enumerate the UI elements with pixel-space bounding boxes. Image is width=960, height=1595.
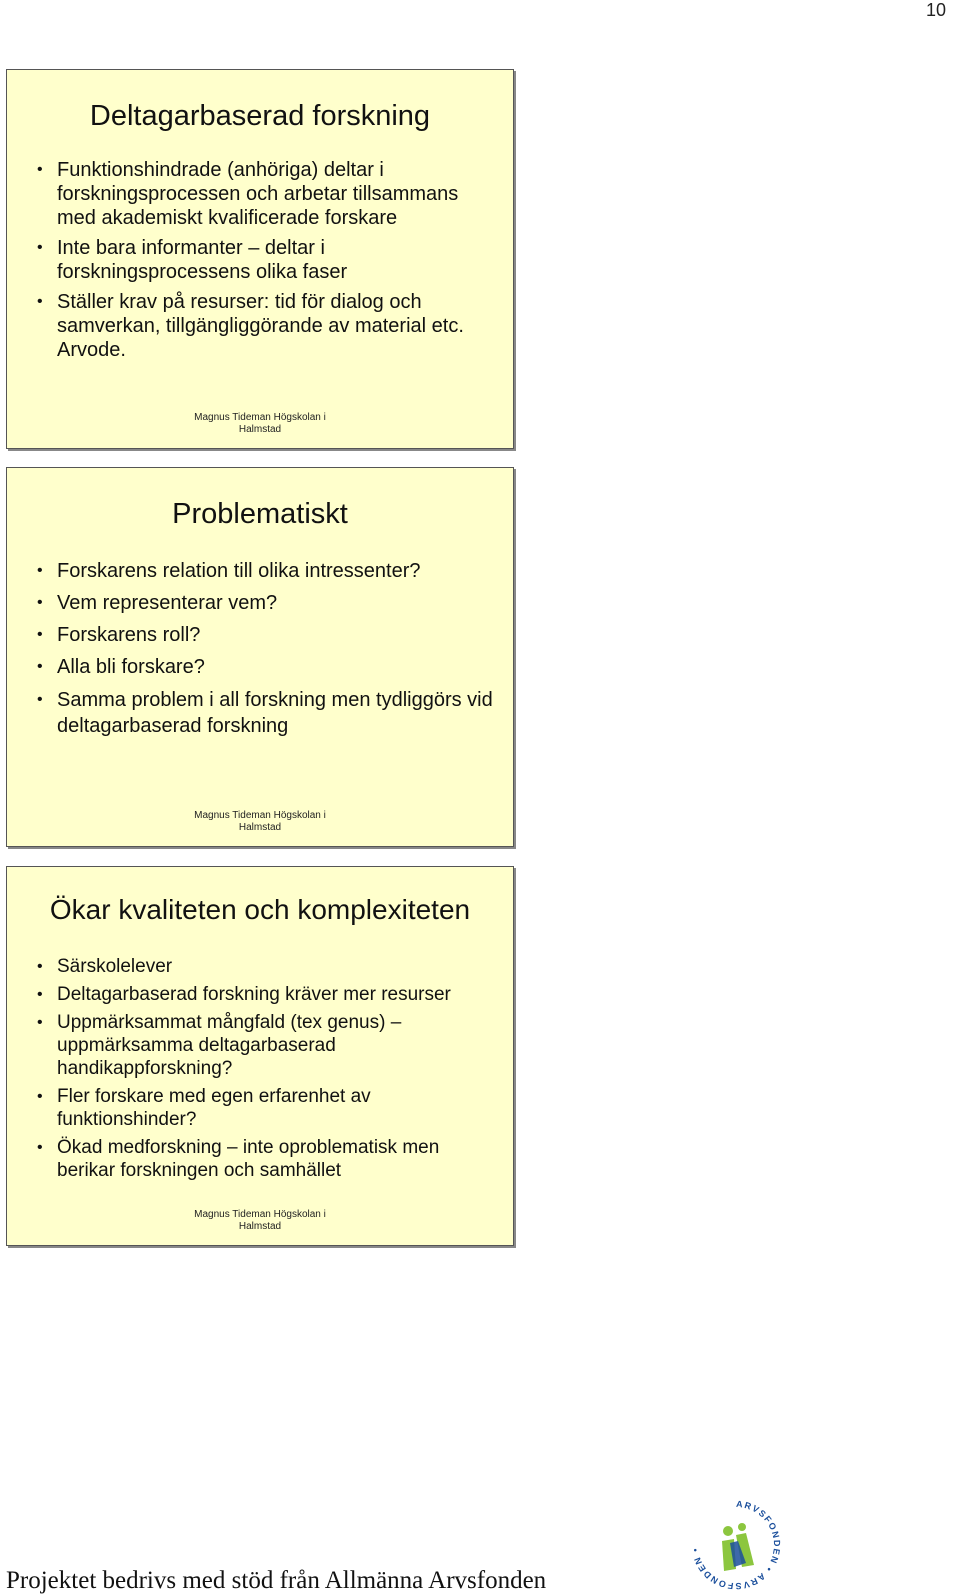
slide-footer <box>7 412 513 436</box>
list-item: • Inte bara informanter – deltar i forskningsprocessens olika faser <box>37 236 499 284</box>
list-item: • Deltagarbaserad forskning kräver mer resurser <box>37 983 499 1006</box>
list-item: • Forskarens relation till olika intressenter? <box>37 559 499 583</box>
slide-footer <box>7 810 513 834</box>
list-item: • Samma problem i all forskning men tydliggörs vid deltagarbaserad forskning <box>37 687 499 739</box>
slide-footer <box>7 1209 513 1233</box>
list-item: • Alla bli forskare? <box>37 655 499 679</box>
bullet-list <box>37 158 499 362</box>
arvsfonden-logo-icon <box>686 1497 786 1595</box>
list-item: • Ställer krav på resurser: tid för dialog och samverkan, tillgängliggörande av material etc. Arvode. <box>37 290 499 362</box>
list-item: • Funktionshindrade (anhöriga) deltar i forskningsprocessen och arbetar tillsammans med akademiskt kvalificerade forskare <box>37 158 499 230</box>
slide-deltagarbaserad <box>6 69 514 449</box>
list-item: • Fler forskare med egen erfarenhet av funktionshinder? <box>37 1085 499 1131</box>
footer-author: Magnus Tideman Högskolan i <box>194 810 326 821</box>
list-item: • Uppmärksammat mångfald (tex genus) – uppmärksamma deltagarbaserad handikappforskning? <box>37 1011 499 1080</box>
footer-place: Halmstad <box>238 1221 282 1232</box>
bottom-caption: Projektet bedrivs med stöd från Allmänna Arvsfonden <box>6 1567 547 1594</box>
slide-problematiskt <box>6 467 514 847</box>
footer-author: Magnus Tideman Högskolan i <box>194 1209 326 1220</box>
slide-title: Ökar kvaliteten och komplexiteten <box>49 894 471 925</box>
page-number: 10 <box>925 0 946 20</box>
footer-author: Magnus Tideman Högskolan i <box>194 412 326 423</box>
logo-ring-text: ARVSFONDEN • ARVSFONDEN • <box>689 1498 783 1592</box>
footer-place: Halmstad <box>238 424 282 435</box>
list-item: • Vem representerar vem? <box>37 591 499 615</box>
list-item: • Ökad medforskning – inte oproblematisk men berikar forskningen och samhället <box>37 1136 499 1182</box>
footer-place: Halmstad <box>238 822 282 833</box>
slide-title: Problematiskt <box>172 498 348 530</box>
bullet-list <box>37 955 499 1182</box>
bullet-list <box>37 559 499 739</box>
slide-okar-kvaliteten <box>6 866 514 1246</box>
list-item: • Forskarens roll? <box>37 623 499 647</box>
list-item: • Särskolelever <box>37 955 499 978</box>
slide-title: Deltagarbaserad forskning <box>89 100 431 132</box>
